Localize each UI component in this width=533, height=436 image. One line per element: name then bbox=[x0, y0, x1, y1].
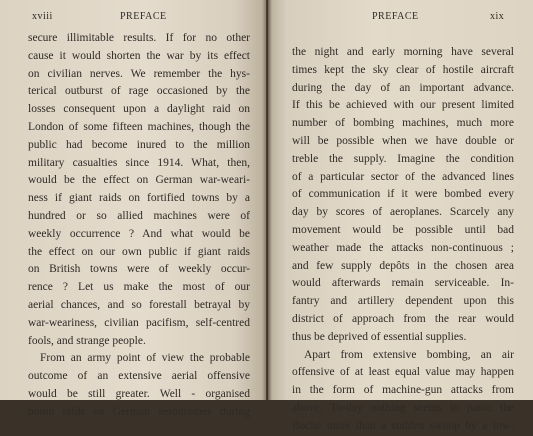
text-line: terical outburst of rage occasioned by the bbox=[28, 85, 250, 98]
text-line: secure illimitable results. If for no other bbox=[28, 32, 250, 44]
text-line: outcome of an extensive aerial offensive bbox=[28, 370, 250, 383]
text-line: number of bombing machines, much more bbox=[292, 117, 514, 130]
text-line: movement would be possible until bad bbox=[292, 223, 514, 236]
text-line: public had become inured to the million bbox=[28, 138, 250, 151]
text-line: will be possible when we have double or bbox=[292, 134, 514, 147]
text-line: Apart from extensive bombing, an air bbox=[304, 348, 514, 361]
text-line: and few supply depôts in the chosen area bbox=[292, 259, 514, 272]
text-line: military casualties since 1914. What, then, bbox=[28, 156, 250, 169]
text-line: ness if giant raids on fortified towns by a bbox=[28, 192, 250, 205]
left-running-head: PREFACE bbox=[120, 11, 167, 22]
text-line: of communication if it were bombed every bbox=[292, 188, 514, 201]
text-line: offensive of at least equal value may happen bbox=[292, 366, 514, 379]
text-line: the effect on our own public if giant raids bbox=[28, 245, 250, 258]
text-line: would be the effect on German war-weari- bbox=[28, 174, 250, 187]
text-line: war-weariness, civilian pacifism, self-centred bbox=[28, 316, 250, 329]
text-line: day by scores of aeroplanes. Scarcely any bbox=[292, 206, 514, 219]
text-line: weather made the attacks non-continuous ; bbox=[292, 241, 514, 254]
text-line: Boche more than a sudden swoop by a low- bbox=[292, 419, 514, 432]
left-page-text bbox=[28, 30, 250, 422]
text-line: From an army point of view the probable bbox=[40, 352, 250, 365]
right-page-number: xix bbox=[490, 11, 505, 22]
text-line: would be still greater. Well - organised bbox=[28, 387, 250, 400]
right-running-head: PREFACE bbox=[372, 11, 419, 22]
text-line: of a particular sector of the advanced lines bbox=[292, 170, 514, 183]
text-line: during the day of an important advance. bbox=[292, 81, 514, 94]
text-line: bomb raids on German aerodromes during bbox=[28, 405, 250, 418]
text-line: fantry and artillery dependent upon this bbox=[292, 295, 514, 308]
text-line: weekly occurrence ? And what would be bbox=[28, 227, 250, 240]
text-line: on civilian nerves. We remember the hys- bbox=[28, 67, 250, 80]
text-line: times kept the sky clear of hostile aircraft bbox=[292, 63, 514, 76]
text-line: rence ? Let us make the most of our bbox=[28, 281, 250, 294]
text-line: If this be achieved with our present limited bbox=[292, 99, 514, 112]
right-page bbox=[268, 0, 533, 432]
left-page bbox=[0, 0, 266, 418]
text-line: cause it would shorten the war by its effect bbox=[28, 49, 250, 62]
text-line: fools, and strange people. bbox=[28, 334, 146, 347]
text-line: hundred or so allied machines were of bbox=[28, 209, 250, 222]
text-line: thus be deprived of essential supplies. bbox=[292, 330, 467, 343]
text-line: in the form of machine-gun attacks from bbox=[292, 384, 514, 397]
text-line: above. To-day nothing seems to panic the bbox=[292, 401, 514, 414]
text-line: district of approach from the rear would bbox=[292, 312, 514, 325]
text-line: London of some fifteen machines, though the bbox=[28, 120, 250, 133]
right-page-text bbox=[292, 44, 514, 436]
left-page-number: xviii bbox=[32, 11, 53, 22]
text-line: losses consequent upon a daylight raid on bbox=[28, 103, 250, 116]
text-line: aerial chances, and so forestall betrayal by bbox=[28, 298, 250, 311]
text-line: the night and early morning have several bbox=[292, 46, 514, 58]
book-gutter bbox=[262, 0, 272, 400]
text-line: on British towns were of weekly occur- bbox=[28, 263, 250, 276]
text-line: would afterwards remain serviceable. In- bbox=[292, 277, 514, 290]
text-line: treble the supply. Imagine the condition bbox=[292, 152, 514, 165]
